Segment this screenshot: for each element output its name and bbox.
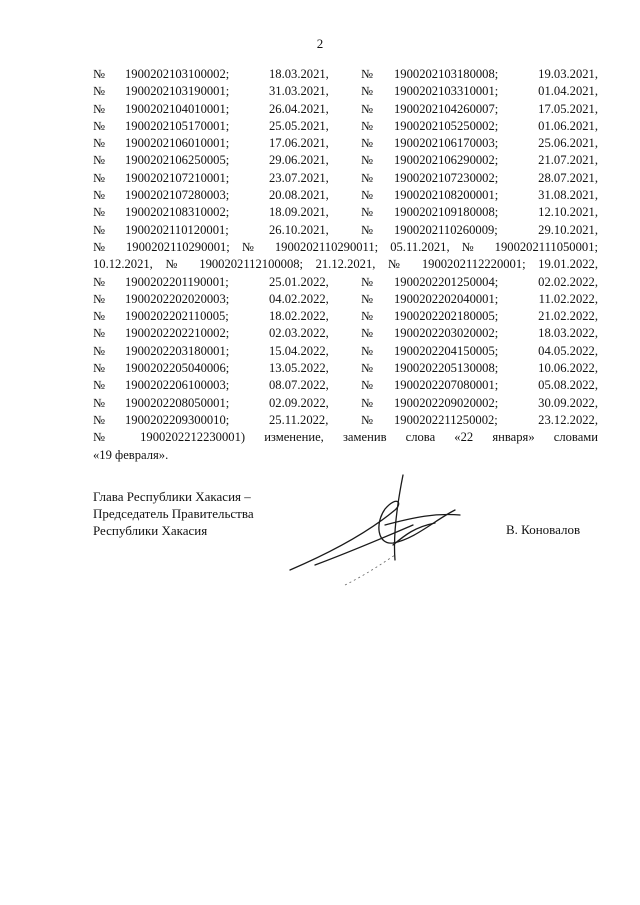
number-sign: №	[361, 136, 374, 151]
registration-number: 1900202202040001;	[394, 291, 499, 306]
number-sign: №	[93, 395, 106, 410]
date: 01.04.2021,	[538, 84, 598, 99]
number-sign: №	[93, 274, 106, 289]
number-sign: №	[93, 67, 106, 81]
date: 20.08.2021,	[269, 188, 329, 203]
number-sign: №	[361, 101, 374, 116]
registration-number: 1900202110260009;	[394, 222, 498, 237]
registration-number: 1900202106290002;	[394, 153, 499, 168]
registration-number: 1900202211250002;	[394, 412, 498, 427]
table-row	[93, 395, 598, 412]
registration-number: 1900202103100002;	[125, 67, 230, 81]
registration-number: 1900202202110005;	[125, 309, 229, 324]
date: 18.03.2021,	[269, 67, 329, 81]
date: 02.09.2022,	[269, 395, 329, 410]
registry-table-part1	[93, 66, 598, 239]
number-sign: №	[361, 291, 374, 306]
number-sign: №	[93, 101, 106, 116]
signatory-name: В. Коновалов	[506, 522, 581, 537]
registration-number: 1900202202020003;	[125, 291, 230, 306]
signatory-title	[93, 488, 254, 539]
number-sign: №	[361, 153, 374, 168]
closing-line-2: «19 февраля».	[93, 447, 169, 462]
number-sign: №	[93, 205, 106, 220]
date: 25.11.2022,	[269, 412, 329, 427]
registration-number: 1900202201250004;	[394, 274, 499, 289]
number-sign: №	[93, 118, 106, 133]
date: 02.02.2022,	[538, 274, 598, 289]
date: 10.06.2022,	[538, 361, 598, 376]
registration-number: 1900202107230002;	[394, 170, 499, 185]
registration-number: 1900202106170003;	[394, 136, 499, 151]
registration-number: 1900202106250005;	[125, 153, 230, 168]
registration-number: 1900202202180005;	[394, 309, 499, 324]
date: 25.01.2022,	[269, 274, 329, 289]
number-sign: №	[93, 291, 106, 306]
registration-number: 1900202206100003;	[125, 378, 230, 393]
text-line-2: 10.12.2021, № 1900202112100008; 21.12.2021, № 1900202112220001; 19.01.2022,	[93, 257, 598, 272]
table-row	[93, 135, 598, 152]
document-body	[93, 66, 598, 464]
table-row	[93, 308, 598, 325]
table-row	[93, 360, 598, 377]
table-row	[93, 274, 598, 291]
date: 19.03.2021,	[538, 67, 598, 81]
number-sign: №	[361, 309, 374, 324]
date: 13.05.2022,	[269, 361, 329, 376]
registration-number: 1900202104260007;	[394, 101, 499, 116]
number-sign: №	[93, 343, 106, 358]
registration-number: 1900202209020002;	[394, 395, 499, 410]
table-row	[93, 187, 598, 204]
number-sign: №	[93, 412, 106, 427]
registration-number: 1900202207080001;	[394, 378, 499, 393]
signatory-title-line-2: Председатель Правительства	[93, 506, 254, 521]
date: 21.02.2022,	[538, 309, 598, 324]
number-sign: №	[361, 118, 374, 133]
registration-number: 1900202110120001;	[125, 222, 229, 237]
table-row	[93, 291, 598, 308]
number-sign: №	[93, 188, 106, 203]
handwritten-signature	[285, 465, 485, 595]
registration-number: 1900202203180001;	[125, 343, 230, 358]
registration-number: 1900202103190001;	[125, 84, 230, 99]
date: 02.03.2022,	[269, 326, 329, 341]
registration-number: 1900202209300010;	[125, 412, 230, 427]
number-sign: №	[361, 222, 374, 237]
date: 17.05.2021,	[538, 101, 598, 116]
registration-number: 1900202205040006;	[125, 361, 230, 376]
date: 28.07.2021,	[538, 170, 598, 185]
number-sign: №	[93, 326, 106, 341]
table-row	[93, 377, 598, 394]
registration-number: 1900202204150005;	[394, 343, 499, 358]
date: 04.02.2022,	[269, 291, 329, 306]
number-sign: №	[361, 188, 374, 203]
table-row	[93, 83, 598, 100]
number-sign: №	[361, 378, 374, 393]
registration-number: 1900202103310001;	[394, 84, 499, 99]
registration-number: 1900202108310002;	[125, 205, 230, 220]
registration-number: 1900202107210001;	[125, 170, 230, 185]
registration-number: 1900202208050001;	[125, 395, 230, 410]
registration-number: 1900202205130008;	[394, 361, 499, 376]
date: 25.06.2021,	[538, 136, 598, 151]
registration-number: 1900202106010001;	[125, 136, 230, 151]
registration-number: 1900202202210002;	[125, 326, 230, 341]
date: 29.10.2021,	[538, 222, 598, 237]
table-row	[93, 118, 598, 135]
number-sign: №	[93, 378, 106, 393]
number-sign: №	[361, 67, 374, 81]
date: 04.05.2022,	[538, 343, 598, 358]
number-sign: №	[361, 412, 374, 427]
date: 23.07.2021,	[269, 170, 329, 185]
number-sign: №	[93, 84, 106, 99]
registration-number: 1900202105250002;	[394, 118, 499, 133]
date: 08.07.2022,	[269, 378, 329, 393]
table-row	[93, 204, 598, 221]
table-row	[93, 101, 598, 118]
signatory-title-line-3: Республики Хакасия	[93, 523, 208, 538]
number-sign: №	[361, 84, 374, 99]
date: 31.08.2021,	[538, 188, 598, 203]
registration-number: 1900202203020002;	[394, 326, 499, 341]
date: 18.03.2022,	[538, 326, 598, 341]
registration-number: 1900202201190001;	[125, 274, 229, 289]
registration-number: 1900202107280003;	[125, 188, 230, 203]
number-sign: №	[361, 343, 374, 358]
number-sign: №	[361, 395, 374, 410]
number-sign: №	[361, 326, 374, 341]
date: 01.06.2021,	[538, 118, 598, 133]
page-number: 2	[316, 36, 324, 51]
number-sign: №	[93, 309, 106, 324]
date: 17.06.2021,	[269, 136, 329, 151]
date: 11.02.2022,	[538, 291, 598, 306]
signatory-title-line-1: Глава Республики Хакасия –	[93, 489, 251, 504]
table-row	[93, 412, 598, 429]
closing-line-1: № 1900202212230001) изменение, заменив слова «22 января» словами	[93, 430, 598, 445]
date: 26.10.2021,	[269, 222, 329, 237]
number-sign: №	[361, 274, 374, 289]
date: 26.04.2021,	[269, 101, 329, 116]
table-row	[93, 170, 598, 187]
text-line-1: № 1900202110290001; № 1900202110290011; 05.11.2021, № 1900202111050001;	[93, 239, 598, 254]
registration-number: 1900202105170001;	[125, 118, 230, 133]
table-row	[93, 66, 598, 83]
date: 12.10.2021,	[538, 205, 598, 220]
registration-number: 1900202108200001;	[394, 188, 499, 203]
registration-number: 1900202103180008;	[394, 67, 499, 81]
table-row	[93, 222, 598, 239]
date: 18.09.2021,	[269, 205, 329, 220]
number-sign: №	[93, 361, 106, 376]
table-row	[93, 152, 598, 169]
number-sign: №	[93, 136, 106, 151]
date: 18.02.2022,	[269, 309, 329, 324]
date: 29.06.2021,	[269, 153, 329, 168]
date: 05.08.2022,	[538, 378, 598, 393]
date: 31.03.2021,	[269, 84, 329, 99]
date: 15.04.2022,	[269, 343, 329, 358]
number-sign: №	[93, 170, 106, 185]
registration-number: 1900202104010001;	[125, 101, 230, 116]
number-sign: №	[93, 153, 106, 168]
number-sign: №	[361, 361, 374, 376]
registration-number: 1900202109180008;	[394, 205, 499, 220]
date: 21.07.2021,	[538, 153, 598, 168]
number-sign: №	[361, 205, 374, 220]
number-sign: №	[93, 222, 106, 237]
date: 23.12.2022,	[538, 412, 598, 427]
table-row	[93, 325, 598, 342]
date: 30.09.2022,	[538, 395, 598, 410]
registry-table-part2	[93, 274, 598, 430]
date: 25.05.2021,	[269, 118, 329, 133]
number-sign: №	[361, 170, 374, 185]
table-row	[93, 343, 598, 360]
